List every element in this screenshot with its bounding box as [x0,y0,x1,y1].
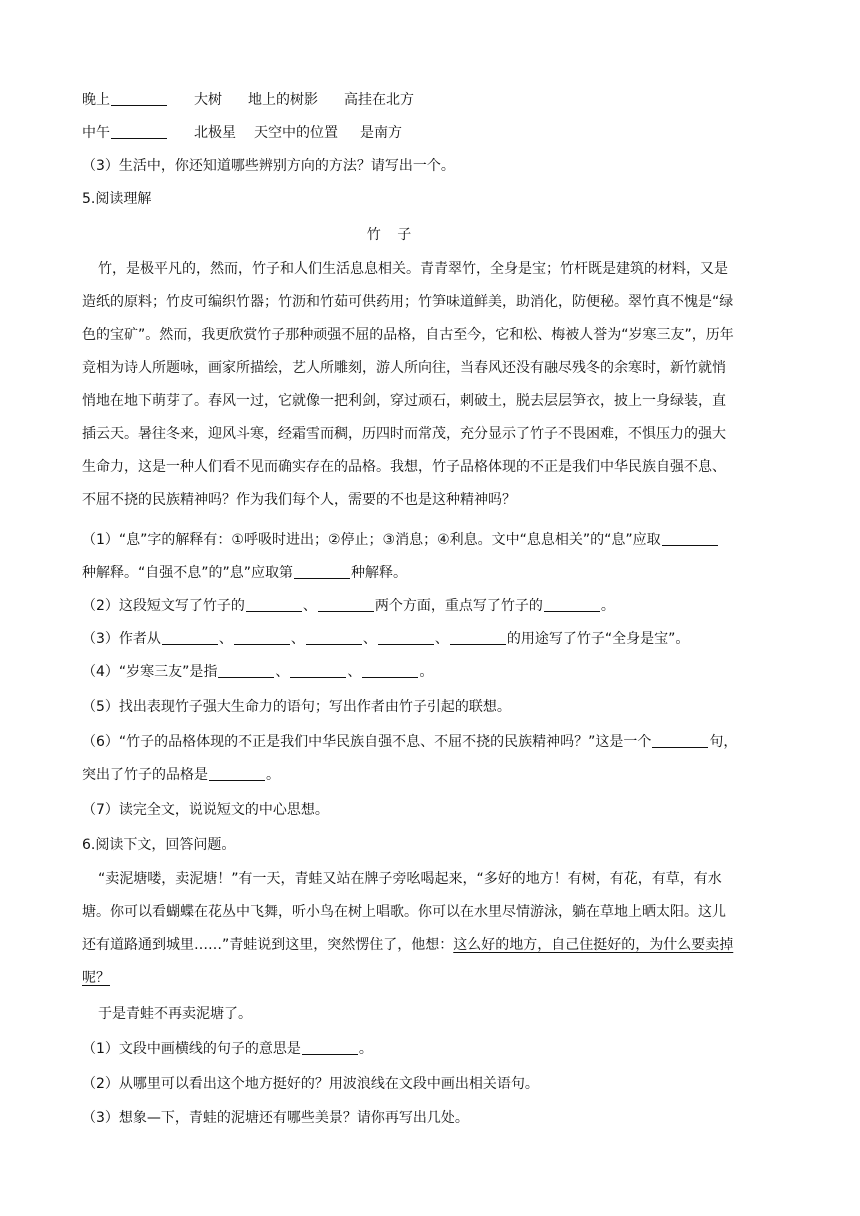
question-text: （3）生活中，你还知道哪些辨别方向的方法？请写出一个。 [82,158,455,174]
passage-line: 插云天。暑往冬来，迎风斗寒，经霜雪而稠，历四时而常茂，充分显示了竹子不畏困难，不惧压力的强大 [82,426,726,442]
underlined-sentence: 这么好的地方，自己住挺好的，为什么要卖掉 [453,937,734,953]
passage-line: 竹，是极平凡的，然而，竹子和人们生活息息相关。青青翠竹，全身是宝；竹杆既是建筑的材料，又是 [98,261,728,277]
passage-line [82,968,782,988]
answer-blank[interactable] [318,597,374,612]
answer-blank[interactable] [218,663,274,678]
question-6: （6）“竹子的品格体现的不正是我们中华民族自强不息、不屈不挠的民族精神吗？”这是一个 句， [82,734,738,750]
passage-line: 色的宝矿”。然而，我更欣赏竹子那种顽强不屈的品格，自古至今，它和松、梅被人誉为“岁寒三友”，历年 [82,327,734,343]
answer-blank[interactable] [294,564,350,579]
passage-line: 还有道路通到城里……”青蛙说到这里，突然愣住了，他想：这么好的地方，自己住挺好的，为什么要卖掉 [82,937,734,953]
passage-line: 造纸的原料；竹皮可编织竹器；竹沥和竹茹可供药用；竹笋味道鲜美，助消化，防便秘。翠竹真不愧是“绿 [82,294,734,310]
question-6-cont: 突出了竹子的品格是 。 [82,767,280,783]
answer-blank[interactable] [209,766,265,781]
passage-line: 于是青蛙不再卖泥塘了。 [98,1006,252,1022]
answer-blank[interactable] [662,531,718,546]
answer-blank[interactable] [652,733,708,748]
match-row-2: 中午 北极星 天空中的位置 是南方 [82,125,402,141]
answer-blank[interactable] [246,597,302,612]
underlined-sentence: 呢？ [82,970,110,986]
question-7: （7）读完全文，说说短文的中心思想。 [82,802,329,818]
match-row-1: 晚上 大树 地上的树影 高挂在北方 [82,92,414,108]
answer-blank[interactable] [290,663,346,678]
question-2: （2）从哪里可以看出这个地方挺好的？用波浪线在文段中画出相关语句。 [82,1076,539,1092]
answer-blank[interactable] [111,124,167,139]
passage-line: 竞相为诗人所题咏，画家所描绘，艺人所雕刻，游人所向往，当春风还没有融尽残冬的余寒时，新竹就悄 [82,360,726,376]
question-4: （4）“岁寒三友”是指 、 、 。 [82,664,434,680]
question-1: （1）文段中画横线的句子的意思是 。 [82,1041,373,1057]
passage-line: “卖泥塘喽，卖泥塘！”有一天，青蛙又站在牌子旁吆喝起来，“多好的地方！有树，有花，有草，有水 [98,871,722,887]
passage-line: 悄地在地下萌芽了。春风一过，它就像一把利剑，穿过顽石，刺破土，脱去层层笋衣，披上一身绿装，直 [82,393,726,409]
question-1-cont: 种解释。“自强不息”的”息”应取第 种解释。 [82,565,408,581]
question-1: （1）“息”字的解释有：①呼吸时进出；②停止；③消息；④利息。文中“息息相关”的“息”应取 [82,530,782,550]
answer-blank[interactable] [544,597,600,612]
answer-blank[interactable] [234,630,290,645]
question-3: （3）作者从 、 、 、 、 的用途写了竹子“全身是宝”。 [82,631,690,647]
passage-line: 不屈不挠的民族精神吗？作为我们每个人，需要的不也是这种精神吗？ [82,492,516,508]
question-5: （5）找出表现竹子强大生命力的语句；写出作者由竹子引起的联想。 [82,699,511,715]
passage-line: 生命力，这是一种人们看不见而确实存在的品格。我想，竹子品格体现的不正是我们中华民族自强不息、 [82,459,726,475]
question-2: （2）这段短文写了竹子的 、 两个方面，重点写了竹子的 。 [82,598,615,614]
answer-blank[interactable] [362,663,418,678]
answer-blank[interactable] [306,630,362,645]
answer-blank[interactable] [162,630,218,645]
passage-line: 塘。你可以看蝴蝶在花丛中飞舞，听小鸟在树上唱歌。你可以在水里尽情游泳，躺在草地上晒太阳。这儿 [82,904,726,920]
answer-blank[interactable] [450,630,506,645]
answer-blank[interactable] [302,1040,358,1055]
question-3: （3）想象—下，青蛙的泥塘还有哪些美景？请你再写出几处。 [82,1110,469,1126]
answer-blank[interactable] [111,91,167,106]
section-header: 5.阅读理解 [82,191,152,207]
answer-blank[interactable] [378,630,434,645]
section-header: 6.阅读下文，回答问题。 [82,837,236,853]
passage-title: 竹 子 [366,227,418,243]
